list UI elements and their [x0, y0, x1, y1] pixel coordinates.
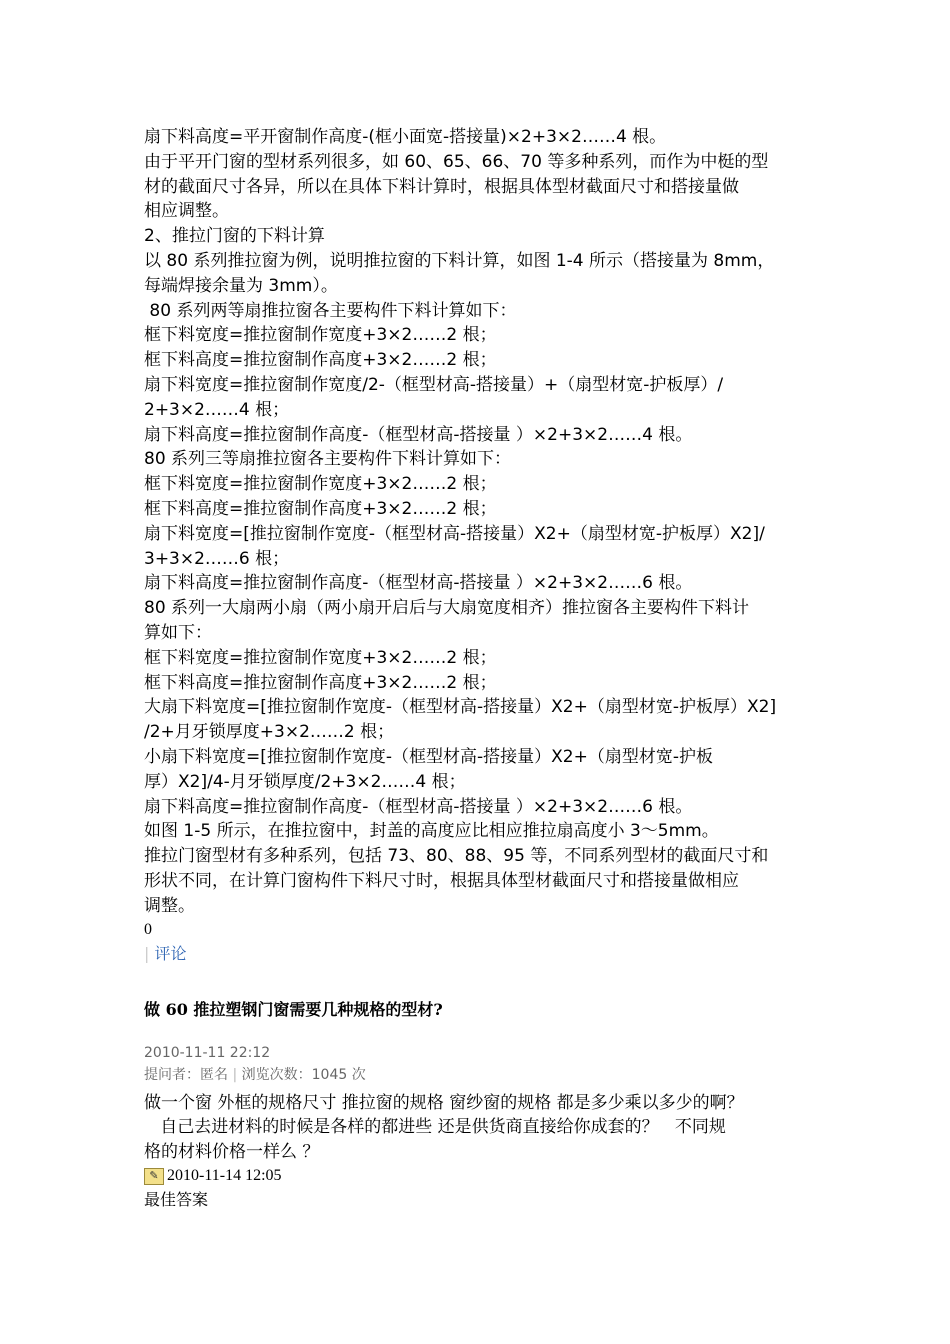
article-line: 80 系列一大扇两小扇（两小扇开启后与大扇宽度相齐）推拉窗各主要构件下料计: [144, 598, 750, 619]
article-body: [144, 125, 816, 919]
article-line: 形状不同，在计算门窗构件下料尺寸时，根据具体型材截面尺寸和搭接量做相应: [144, 870, 739, 891]
article-line: 框下料宽度=推拉窗制作宽度+3×2……2 根；: [144, 474, 497, 495]
article-line: 80 系列三等扇推拉窗各主要构件下料计算如下：: [144, 449, 512, 470]
article-line: 每端焊接余量为 3mm）。: [144, 275, 338, 296]
article-line: 扇下料宽度=[推拉窗制作宽度-（框型材高-搭接量）X2+（扇型材宽-护板厚）X2]/: [144, 523, 765, 544]
question-body: [144, 1091, 816, 1165]
article-line: 扇下料高度=推拉窗制作高度-（框型材高-搭接量 ）×2+3×2……6 根。: [144, 573, 693, 594]
article-line: 算如下：: [144, 622, 212, 643]
article-line: 大扇下料宽度=[推拉窗制作宽度-（框型材高-搭接量）X2+（扇型材宽-护板厚）X2]: [144, 697, 777, 718]
question-date: 2010-11-11 22:12: [144, 1044, 271, 1061]
article-line: 如图 1-5 所示，在推拉窗中，封盖的高度应比相应推拉扇高度小 3～5mm。: [144, 821, 719, 842]
article-line: 框下料高度=推拉窗制作高度+3×2……2 根；: [144, 350, 497, 371]
answer-date: 2010-11-14 12:05: [167, 1167, 282, 1184]
comment-link[interactable]: 评论: [154, 943, 187, 963]
article-line: 相应调整。: [144, 201, 229, 222]
question-title[interactable]: 做 60 推拉塑钢门窗需要几种规格的型材?: [144, 999, 443, 1019]
user-avatar-icon: ✎: [144, 1168, 164, 1185]
best-answer-label: 最佳答案: [144, 1190, 209, 1209]
vote-count: 0: [144, 920, 152, 938]
article-line: 框下料高度=推拉窗制作高度+3×2……2 根；: [144, 498, 497, 519]
comment-separator: |: [144, 943, 150, 963]
asker-name: 匿名: [200, 1066, 228, 1083]
article-line: 小扇下料宽度=[推拉窗制作宽度-（框型材高-搭接量）X2+（扇型材宽-护板: [144, 746, 713, 767]
views-count: 1045: [311, 1066, 348, 1083]
article-line: 框下料高度=推拉窗制作高度+3×2……2 根；: [144, 672, 497, 693]
article-line: 调整。: [144, 895, 195, 916]
article-line: /2+月牙锁厚度+3×2……2 根；: [144, 722, 395, 743]
views-unit: 次: [351, 1066, 366, 1083]
article-line: 2、推拉门窗的下料计算: [144, 226, 325, 247]
article-line: 推拉门窗型材有多种系列，包括 73、80、88、95 等，不同系列型材的截面尺寸和: [144, 846, 769, 867]
views-label: 浏览次数：: [241, 1066, 312, 1083]
article-line: 扇下料高度=平开窗制作高度-(框小面宽-搭接量)×2+3×2……4 根。: [144, 127, 667, 147]
question-body-line: 自己去进材料的时候是各样的都进些 还是供货商直接给你成套的？ 不同规: [144, 1117, 726, 1137]
question-meta: [144, 1065, 816, 1087]
article-line: 由于平开门窗的型材系列很多，如 60、65、66、70 等多种系列，而作为中梃的型: [144, 151, 769, 172]
answer-header: [144, 1164, 816, 1188]
article-line: 2+3×2……4 根；: [144, 399, 290, 420]
question-body-line: 做一个窗 外框的规格尺寸 推拉窗的规格 窗纱窗的规格 都是多少乘以多少的啊？: [144, 1092, 744, 1113]
article-line: 框下料宽度=推拉窗制作宽度+3×2……2 根；: [144, 325, 497, 346]
document-content: [144, 125, 816, 1214]
article-line: 3+3×2……6 根；: [144, 548, 290, 569]
comment-row: [144, 942, 816, 968]
article-line: 扇下料宽度=推拉窗制作宽度/2-（框型材高-搭接量）+（扇型材宽-护板厚）/: [144, 374, 724, 395]
article-line: 扇下料高度=推拉窗制作高度-（框型材高-搭接量 ）×2+3×2……6 根。: [144, 796, 693, 817]
meta-separator: |: [232, 1066, 238, 1083]
question-body-line: 格的材料价格一样么 ？: [144, 1141, 320, 1162]
article-line: 80 系列两等扇推拉窗各主要构件下料计算如下：: [144, 300, 517, 321]
article-line: 扇下料高度=推拉窗制作高度-（框型材高-搭接量 ）×2+3×2……4 根。: [144, 424, 693, 445]
article-line: 以 80 系列推拉窗为例，说明推拉窗的下料计算，如图 1-4 所示（搭接量为 8mm，: [144, 250, 775, 271]
article-line: 材的截面尺寸各异，所以在具体下料计算时，根据具体型材截面尺寸和搭接量做: [144, 176, 739, 197]
article-line: 厚）X2]/4-月牙锁厚度/2+3×2……4 根；: [144, 771, 466, 792]
asker-label: 提问者：: [144, 1066, 200, 1083]
article-line: 框下料宽度=推拉窗制作宽度+3×2……2 根；: [144, 647, 497, 668]
